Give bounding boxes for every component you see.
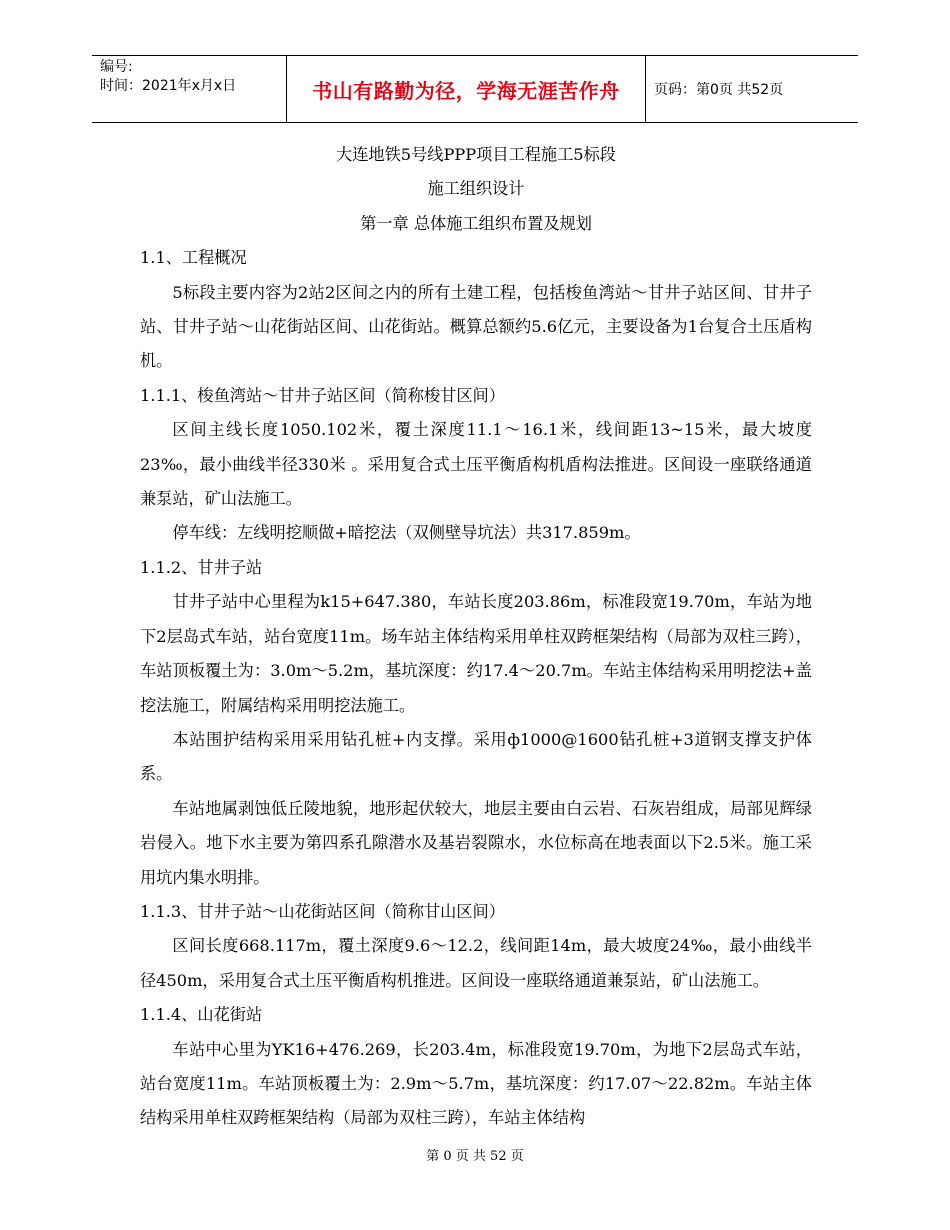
section-heading: 1.1、工程概况 [140,248,247,268]
subsection-heading: 1.1.1、梭鱼湾站～甘井子站区间（简称梭甘区间） [140,385,505,405]
footer-page-number: 第 0 页 共 52 页 [426,1149,524,1164]
paragraph: 本站围护结构采用采用钻孔桩+内支撑。采用ф1000@1600钻孔桩+3道钢支撑支护体系。 [140,729,812,784]
paragraph: 区间长度668.117m，覆土深度9.6～12.2，线间距14m，最大坡度24‰，最小曲线半径450m，采用复合式土压平衡盾构机推进。区间设一座联络通道兼泵站，矿山法施工。 [140,936,812,990]
document-time-label: 时间：2021年x月x日 [100,78,237,94]
document-body [140,138,812,1136]
page-footer [0,1145,950,1164]
page-header [92,55,858,123]
document-number-label: 编号: [100,59,133,75]
subsection-heading: 1.1.4、山花街站 [140,1005,263,1025]
header-motto-cell [286,56,646,122]
header-page-label: 页码：第0页 共52页 [654,82,784,98]
subsection-heading: 1.1.2、甘井子站 [140,557,263,577]
header-page-cell [654,56,783,122]
header-motto: 书山有路勤为径，学海无涯苦作舟 [312,78,620,103]
subsection-heading: 1.1.3、甘井子站～山花街站区间（简称甘山区间） [140,901,505,921]
paragraph: 车站地属剥蚀低丘陵地貌，地形起伏较大，地层主要由白云岩、石灰岩组成，局部见辉绿岩侵入。地下水主要为第四系孔隙潜水及基岩裂隙水，水位标高在地表面以下2.5米。施工采用坑内集水明排。 [140,798,812,887]
document-title: 大连地铁5号线PPP项目工程施工5标段 [336,145,616,164]
paragraph: 区间主线长度1050.102米，覆土深度11.1～16.1米，线间距13~15米，最大坡度23‰，最小曲线半径330米 。采用复合式土压平衡盾构机盾构法推进。区间设一座联络通道兼泵站，矿山法施工。 [140,420,812,509]
chapter-heading: 第一章 总体施工组织布置及规划 [360,213,592,233]
document-subtitle: 施工组织设计 [427,179,525,199]
paragraph: 停车线：左线明挖顺做+暗挖法（双侧壁导坑法）共317.859m。 [172,523,641,543]
paragraph: 车站中心里为YK16+476.269，长203.4m，标准段宽19.70m，为地下2层岛式车站，站台宽度11m。车站顶板覆土为：2.9m～5.7m，基坑深度：约17.07～22.82m。车站主体结构采用单柱双跨框架结构（局部为双柱三跨），车站主体结构 [140,1039,812,1128]
paragraph: 5标段主要内容为2站2区间之内的所有土建工程，包括梭鱼湾站～甘井子站区间、甘井子站、甘井子站～山花街站区间、山花街站。概算总额约5.6亿元，主要设备为1台复合土压盾构机。 [140,282,812,371]
paragraph: 甘井子站中心里程为k15+647.380，车站长度203.86m，标准段宽19.70m，车站为地下2层岛式车站，站台宽度11m。场车站主体结构采用单柱双跨框架结构（局部为双柱三跨），车站顶板覆土为：3.0m～5.2m，基坑深度：约17.4～20.7m。车站主体结构采用明挖法+盖挖法施工，附属结构采用明挖法施工。 [140,592,812,715]
header-meta [100,58,286,96]
